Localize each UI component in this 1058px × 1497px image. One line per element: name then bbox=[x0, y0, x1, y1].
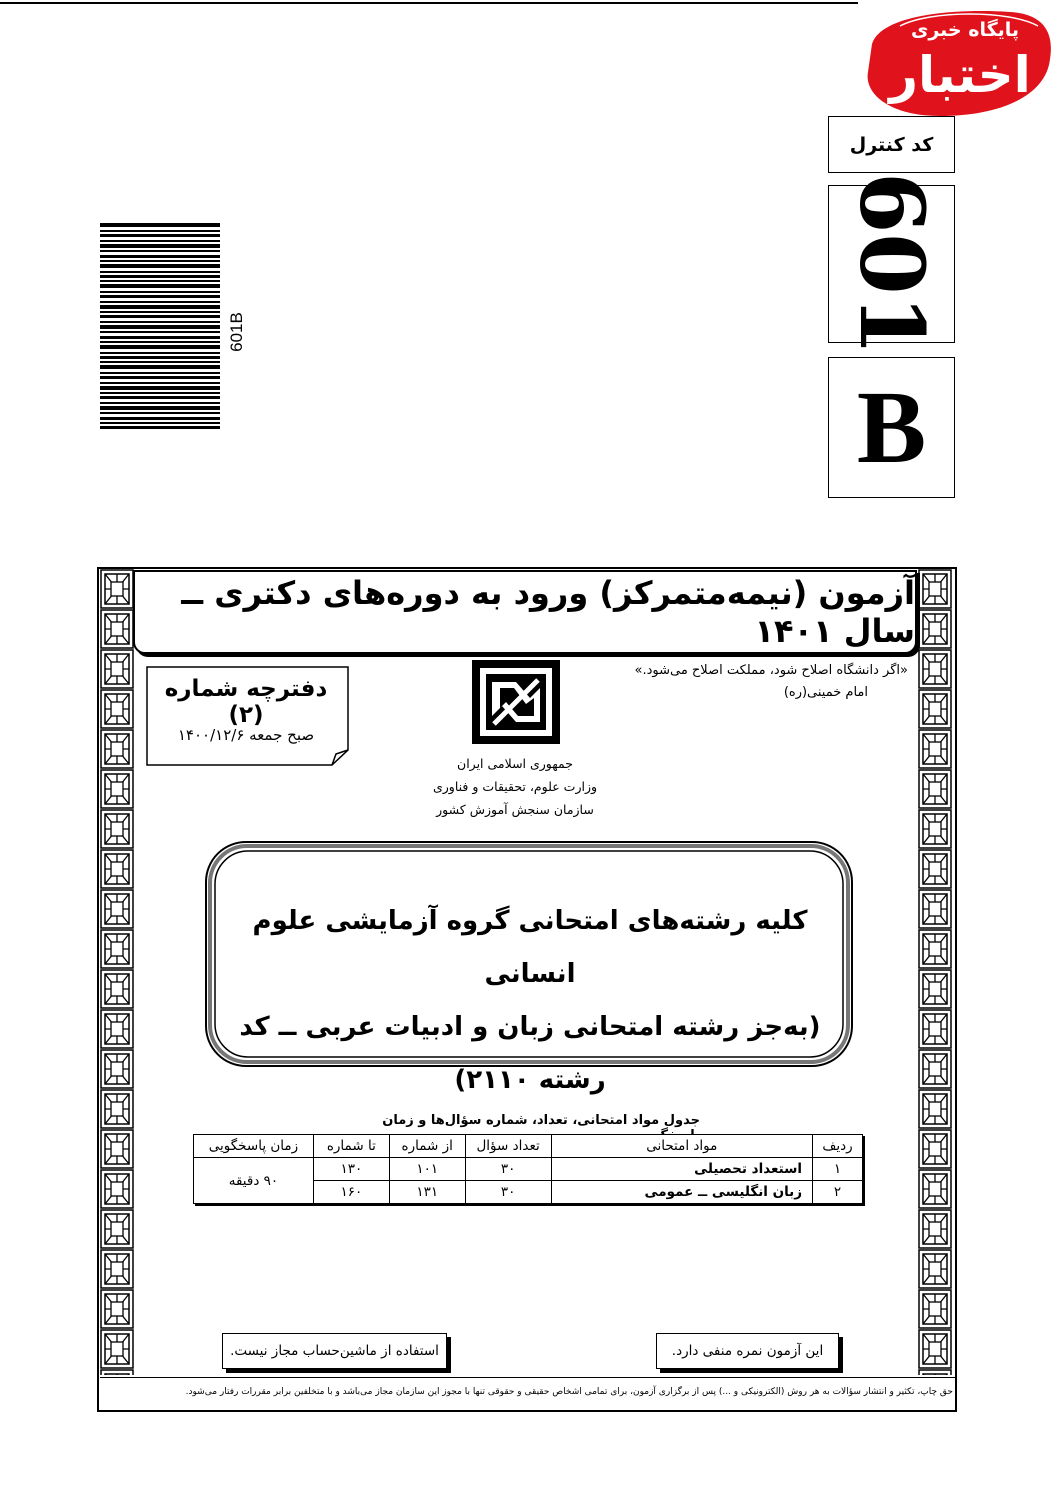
header-count: تعداد سؤال bbox=[465, 1135, 551, 1158]
table-row bbox=[194, 1158, 863, 1181]
ornamental-border-right bbox=[918, 569, 952, 1375]
row-subject: زبان انگلیسی ــ عمومی bbox=[551, 1181, 812, 1204]
header-to: تا شماره bbox=[313, 1135, 389, 1158]
akhtebar-watermark-logo bbox=[860, 4, 1056, 122]
row-count: ۳۰ bbox=[465, 1158, 551, 1181]
header-subject: مواد امتحانی bbox=[551, 1135, 812, 1158]
row-to: ۱۳۰ bbox=[313, 1158, 389, 1181]
control-code-number: 601 bbox=[839, 172, 944, 356]
quote-text: «اگر دانشگاه اصلاح شود، مملکت اصلاح می‌شود.» bbox=[634, 663, 908, 678]
booklet-date: صبح جمعه ۱۴۰۰/۱۲/۶ bbox=[177, 726, 315, 744]
org-line-2: وزارت علوم، تحقیقات و فناوری bbox=[432, 779, 598, 794]
subjects-table bbox=[193, 1134, 863, 1204]
row-from: ۱۳۱ bbox=[389, 1181, 465, 1204]
main-line-2: (به‌جز رشته امتحانی زبان و ادبیات عربی ــ کد رشته ۲۱۱۰) bbox=[239, 1012, 821, 1095]
control-code-box bbox=[828, 172, 955, 356]
row-to: ۱۶۰ bbox=[313, 1181, 389, 1204]
org-line-3: سازمان سنجش آموزش کشور bbox=[436, 802, 594, 817]
row-index: ۲ bbox=[813, 1181, 863, 1204]
watermark-large-text: اختبار bbox=[889, 46, 1031, 104]
main-line-1: کلیه رشته‌های امتحانی گروه آزمایشی علوم انسانی bbox=[252, 906, 808, 989]
table-caption: جدول مواد امتحانی، تعداد، شماره سؤال‌ها و زمان bbox=[382, 1113, 700, 1128]
row-index: ۱ bbox=[813, 1158, 863, 1181]
header-from: از شماره bbox=[389, 1135, 465, 1158]
quote-block bbox=[600, 660, 908, 704]
exam-title: آزمون (نیمه‌متمرکز) ورود به دوره‌های دکتری ــ سال ۱۴۰۱ bbox=[133, 570, 917, 654]
calculator-note: استفاده از ماشین‌حساب مجاز نیست. bbox=[222, 1333, 447, 1369]
main-subject-text bbox=[220, 895, 840, 1107]
quote-author: امام خمینی(ره) bbox=[783, 685, 868, 700]
watermark-small-text: پایگاه خبری bbox=[910, 19, 1020, 41]
booklet-title: دفترچه شماره (۲) bbox=[164, 676, 328, 728]
table-header-row bbox=[194, 1135, 863, 1158]
row-count: ۳۰ bbox=[465, 1181, 551, 1204]
booklet-letter: B bbox=[828, 357, 955, 498]
header-time: زمان پاسخگویی bbox=[194, 1135, 314, 1158]
organization-block bbox=[400, 752, 630, 821]
row-from: ۱۰۱ bbox=[389, 1158, 465, 1181]
org-line-1: جمهوری اسلامی ایران bbox=[457, 756, 573, 771]
control-code-label: کد کنترل bbox=[828, 116, 955, 173]
row-subject: استعداد تحصیلی bbox=[551, 1158, 812, 1181]
sanjesh-emblem-icon bbox=[470, 658, 562, 746]
barcode bbox=[100, 223, 220, 429]
negative-marking-note: این آزمون نمره منفی دارد. bbox=[656, 1333, 839, 1369]
row-time: ۹۰ دقیقه bbox=[194, 1158, 314, 1204]
ornamental-border-left bbox=[100, 569, 134, 1375]
header-index: ردیف bbox=[813, 1135, 863, 1158]
barcode-code: 601B bbox=[226, 312, 246, 352]
copyright-notice: حق چاپ، تکثیر و انتشار سؤالات به هر روش (الکترونیکی و ...) پس از برگزاری آزمون، برای تمامی اشخاص حقیقی و حقوقی تنها با مجوز این سازمان مجاز می‌باشد و با متخلفین برابر مقررات رفتار می‌شود. bbox=[100, 1377, 955, 1407]
top-rule bbox=[0, 2, 858, 4]
barcode-code-container bbox=[215, 310, 259, 354]
